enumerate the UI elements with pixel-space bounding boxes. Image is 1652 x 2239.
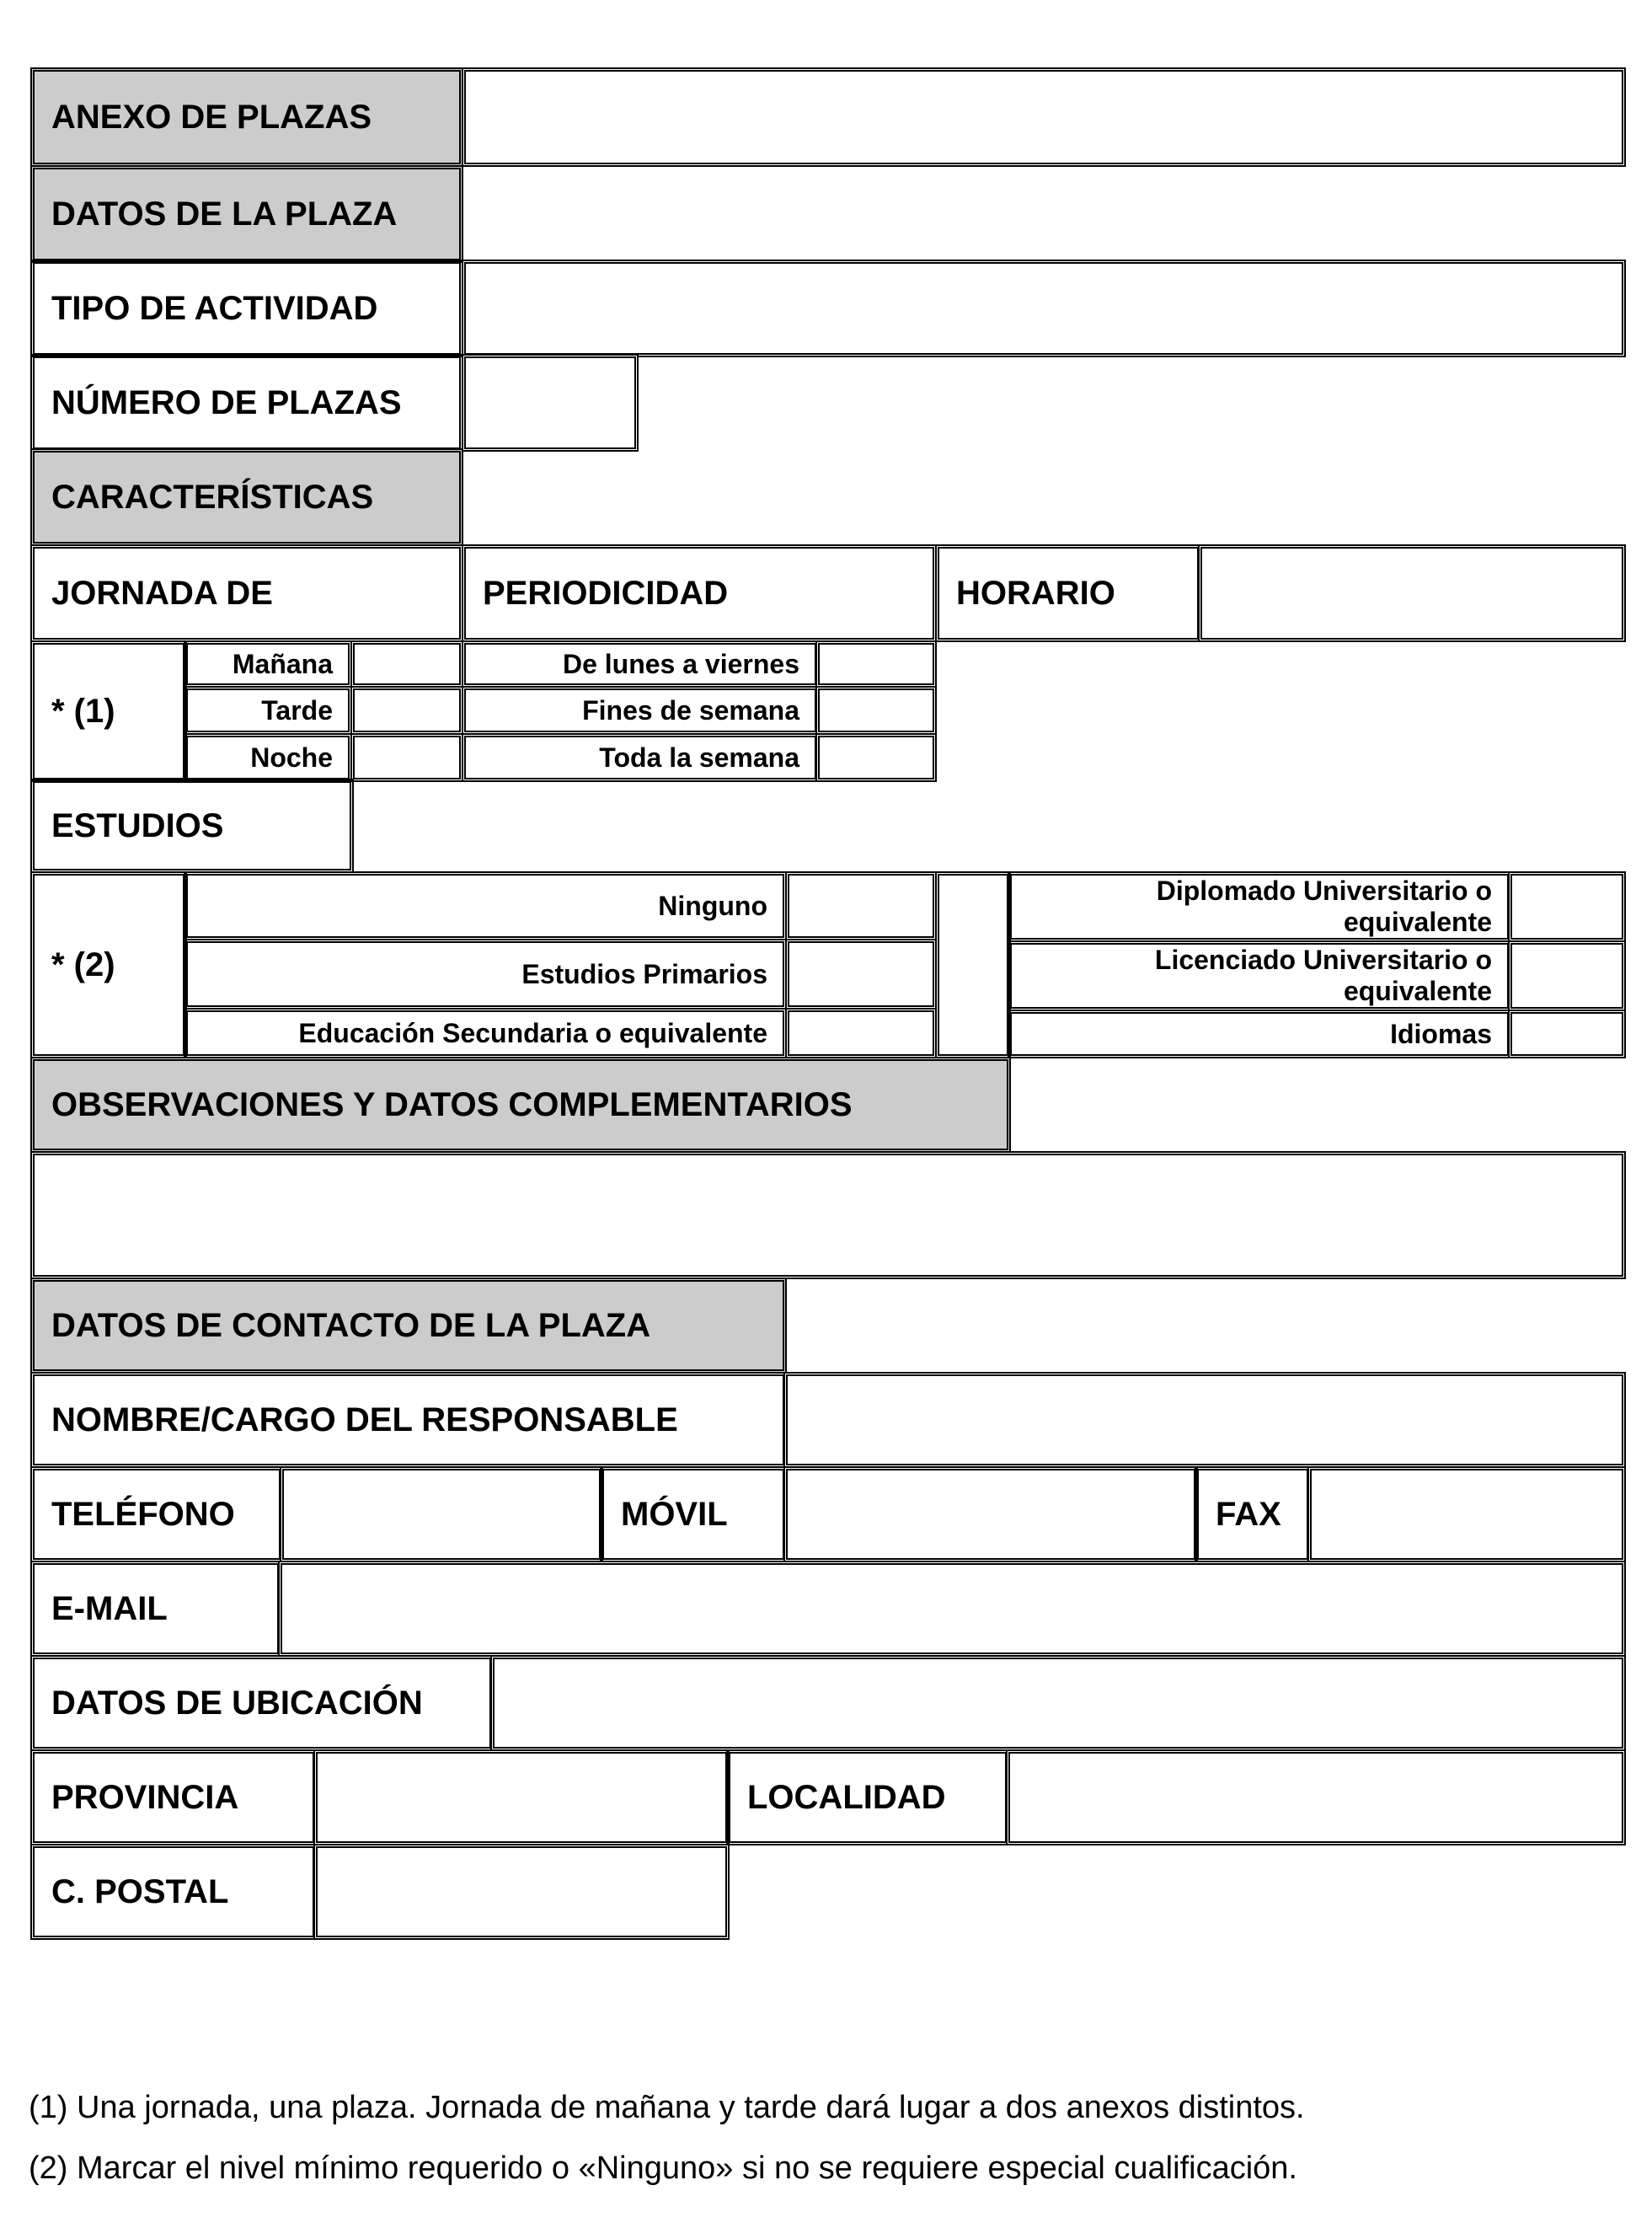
estudios-idiomas-checkbox[interactable] — [1508, 1010, 1626, 1058]
estudios-ninguno-checkbox[interactable] — [785, 871, 937, 940]
estudios-licenciado-checkbox[interactable] — [1508, 940, 1626, 1011]
datos-de-la-plaza-label: DATOS DE LA PLAZA — [30, 165, 463, 263]
periodicidad-label: PERIODICIDAD — [462, 544, 937, 642]
jornada-noche-checkbox[interactable] — [350, 733, 463, 782]
anexo-de-plazas-label: ANEXO DE PLAZAS — [30, 67, 463, 167]
localidad-label: LOCALIDAD — [726, 1749, 1009, 1845]
cpostal-field[interactable] — [313, 1844, 730, 1940]
movil-label: MÓVIL — [600, 1466, 787, 1562]
estudios-licenciado-label: Licenciado Universitario o equivalente — [1008, 940, 1511, 1011]
movil-field[interactable] — [783, 1466, 1198, 1562]
estudios-secundaria-label: Educación Secundaria o equivalente — [184, 1008, 787, 1058]
cpostal-label: C. POSTAL — [30, 1844, 317, 1940]
estudios-spacer — [935, 871, 1011, 1058]
estudios-label: ESTUDIOS — [30, 779, 354, 873]
fax-label: FAX — [1195, 1466, 1311, 1562]
periodicidad-toda-semana-label: Toda la semana — [462, 733, 819, 782]
periodicidad-lunes-viernes-label: De lunes a viernes — [462, 640, 819, 688]
jornada-manana-label: Mañana — [184, 640, 352, 688]
jornada-tarde-checkbox[interactable] — [350, 686, 463, 735]
jornada-de-label: JORNADA DE — [30, 544, 463, 642]
jornada-noche-label: Noche — [184, 733, 352, 782]
telefono-label: TELÉFONO — [30, 1466, 283, 1562]
ref2-marker: * (2) — [30, 871, 187, 1058]
numero-de-plazas-field[interactable] — [462, 354, 639, 452]
anexo-de-plazas-field[interactable] — [462, 67, 1626, 167]
localidad-field[interactable] — [1006, 1749, 1626, 1845]
nombre-cargo-field[interactable] — [783, 1372, 1626, 1468]
datos-contacto-label: DATOS DE CONTACTO DE LA PLAZA — [30, 1278, 787, 1374]
nombre-cargo-label: NOMBRE/CARGO DEL RESPONSABLE — [30, 1372, 787, 1468]
fax-field[interactable] — [1307, 1466, 1626, 1562]
email-field[interactable] — [278, 1561, 1626, 1657]
footnote-1: (1) Una jornada, una plaza. Jornada de mañana y tarde dará lugar a dos anexos distintos. — [29, 2090, 1305, 2125]
provincia-label: PROVINCIA — [30, 1749, 317, 1845]
estudios-diplomado-label: Diplomado Universitario o equivalente — [1008, 871, 1511, 942]
telefono-field[interactable] — [280, 1466, 603, 1562]
datos-ubicacion-label: DATOS DE UBICACIÓN — [30, 1655, 494, 1751]
observaciones-field[interactable] — [30, 1151, 1626, 1279]
estudios-ninguno-label: Ninguno — [184, 871, 787, 940]
tipo-de-actividad-field[interactable] — [462, 260, 1626, 357]
observaciones-label: OBSERVACIONES Y DATOS COMPLEMENTARIOS — [30, 1057, 1011, 1153]
periodicidad-lunes-viernes-checkbox[interactable] — [815, 640, 937, 688]
jornada-tarde-label: Tarde — [184, 686, 352, 735]
horario-label: HORARIO — [935, 544, 1201, 642]
footnote-2: (2) Marcar el nivel mínimo requerido o «Ninguno» si no se requiere especial cualificación. — [29, 2151, 1297, 2186]
numero-de-plazas-label: NÚMERO DE PLAZAS — [30, 354, 463, 452]
tipo-de-actividad-label: TIPO DE ACTIVIDAD — [30, 260, 463, 357]
estudios-primarios-checkbox[interactable] — [785, 939, 937, 1010]
periodicidad-fines-semana-label: Fines de semana — [462, 686, 819, 735]
datos-ubicacion-field[interactable] — [490, 1655, 1626, 1751]
jornada-manana-checkbox[interactable] — [350, 640, 463, 688]
periodicidad-toda-semana-checkbox[interactable] — [815, 733, 937, 782]
periodicidad-fines-semana-checkbox[interactable] — [815, 686, 937, 735]
estudios-diplomado-checkbox[interactable] — [1508, 871, 1626, 942]
provincia-field[interactable] — [313, 1749, 730, 1845]
ref1-marker: * (1) — [30, 640, 187, 782]
email-label: E-MAIL — [30, 1561, 281, 1657]
estudios-primarios-label: Estudios Primarios — [184, 939, 787, 1010]
caracteristicas-label: CARACTERÍSTICAS — [30, 448, 463, 546]
estudios-secundaria-checkbox[interactable] — [785, 1008, 937, 1058]
estudios-idiomas-label: Idiomas — [1008, 1010, 1511, 1058]
horario-field[interactable] — [1198, 544, 1626, 642]
